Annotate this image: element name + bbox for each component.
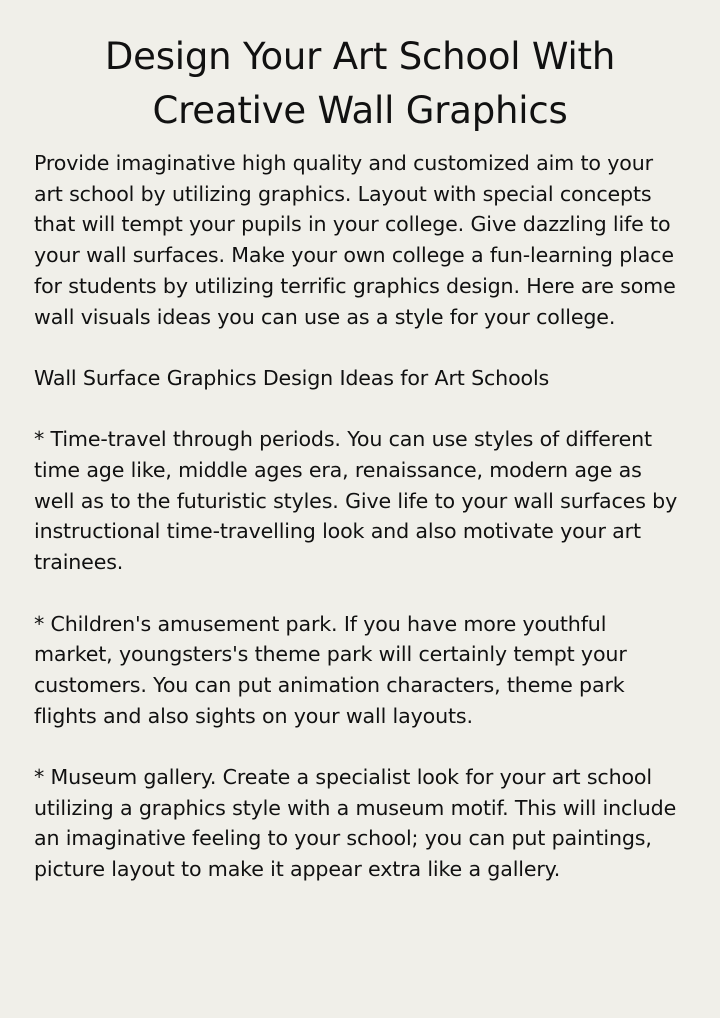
- idea-amusement-park: * Children's amusement park. If you have more youthful market, youngsters's theme park will certainly tempt your customers. You can put animation characters, theme park flights and also sights on your wall layouts.: [34, 611, 627, 728]
- document-body: [34, 148, 686, 885]
- page-title: Design Your Art School With Creative Wall Graphics: [104, 35, 616, 132]
- section-heading: Wall Surface Graphics Design Ideas for Art Schools: [34, 365, 550, 390]
- idea-museum-gallery: * Museum gallery. Create a specialist look for your art school utilizing a graphics style with a museum motif. This will include an imaginative feeling to your school; you can put paintings, picture layout to make it appear extra like a gallery.: [34, 765, 677, 882]
- intro-paragraph: Provide imaginative high quality and customized aim to your art school by utilizing graphics. Layout with special concepts that will tempt your pupils in your college. Give dazzling life to your wall surfaces. Make your own college a fun-learning place for students by utilizing terrific graphics design. Here are some wall visuals ideas you can use as a style for your college.: [34, 151, 676, 329]
- idea-time-travel: * Time-travel through periods. You can use styles of different time age like, middle ages era, renaissance, modern age as well as to the futuristic styles. Give life to your wall surfaces by instructional time-travelling look and also motivate your art trainees.: [34, 427, 678, 575]
